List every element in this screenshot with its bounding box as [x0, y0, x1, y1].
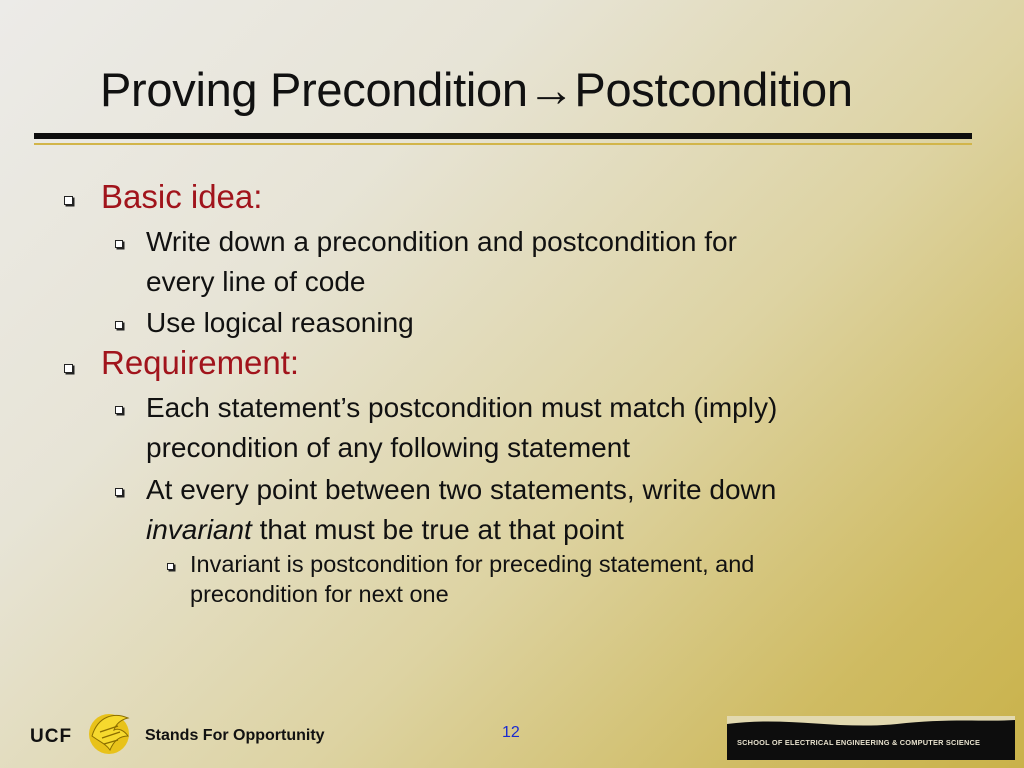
bullet-text: Each statement’s postcondition must match (imply) [146, 392, 778, 423]
square-bullet-icon [64, 196, 73, 205]
square-bullet-icon [115, 321, 123, 329]
pegasus-icon [84, 706, 134, 758]
sub-bullet-text: precondition for next one [190, 581, 449, 607]
sub-bullet-text: Invariant is postcondition for preceding statement, and [190, 551, 755, 577]
page-number: 12 [502, 724, 520, 741]
footer-motto: Stands For Opportunity [145, 727, 325, 744]
title-divider-accent [34, 143, 972, 145]
square-bullet-icon [115, 488, 123, 496]
square-bullet-icon [115, 240, 123, 248]
bullet-text: Use logical reasoning [146, 307, 414, 338]
heading-requirement: Requirement: [101, 344, 300, 381]
slide-title: Proving Precondition→Postcondition [100, 63, 853, 116]
title-divider [34, 133, 972, 139]
bullet-text: At every point between two statements, write down [146, 474, 777, 505]
square-bullet-icon [64, 364, 73, 373]
bullet-text: every line of code [146, 266, 366, 297]
ucf-logo-text: UCF [30, 726, 73, 747]
invariant-term: invariant [146, 514, 252, 545]
bullet-text: precondition of any following statement [146, 432, 631, 463]
square-bullet-icon [167, 563, 174, 570]
square-bullet-icon [115, 406, 123, 414]
school-banner [727, 716, 1015, 760]
bullet-text-rest: that must be true at that point [251, 514, 624, 545]
bullet-text [146, 510, 624, 550]
heading-basic-idea: Basic idea: [101, 178, 263, 215]
school-name: SCHOOL OF ELECTRICAL ENGINEERING & COMPUTER SCIENCE [737, 738, 981, 747]
bullet-text: Write down a precondition and postcondition for [146, 226, 737, 257]
